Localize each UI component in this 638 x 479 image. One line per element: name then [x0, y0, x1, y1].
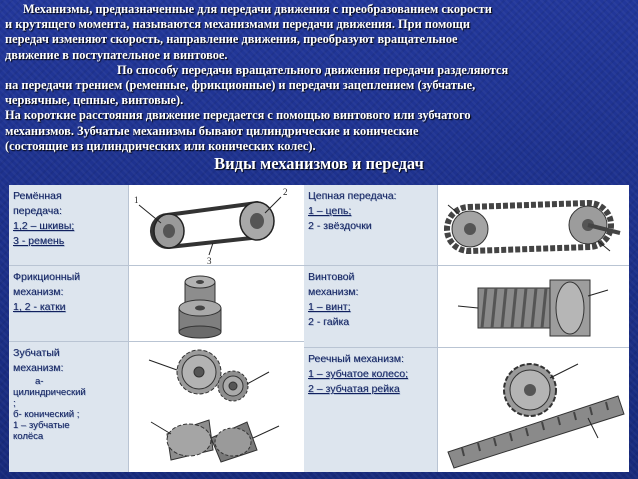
chain-drive-image — [437, 185, 629, 265]
label-line: цилиндрический — [13, 387, 86, 398]
friction-mechanism-label — [9, 266, 128, 341]
label-line: б- конический ; — [13, 409, 80, 420]
label-line: 1,2 – шкивы; — [13, 220, 75, 232]
label-line: 1 – зубчатые — [13, 420, 70, 431]
intro-line: (состоящие из цилиндрических или конических колес). — [5, 138, 316, 153]
label-line: Цепная передача: — [308, 190, 397, 202]
label-line: 1, 2 - катки — [13, 301, 66, 313]
svg-text:3: 3 — [207, 256, 212, 265]
intro-line: По способу передачи вращательного движения передачи разделяются — [117, 62, 509, 77]
label-line: передача: — [13, 205, 62, 217]
intro-line: червячные, цепные, винтовые). — [5, 93, 184, 108]
screw-mechanism-label — [304, 266, 437, 347]
label-line: 1 – цепь; — [308, 205, 352, 217]
belt-drive-image — [128, 185, 310, 265]
label-line: 1 – зубчатое колесо; — [308, 368, 409, 380]
label-line: 2 - звёздочки — [308, 220, 372, 232]
intro-line: Механизмы, предназначенные для передачи движения с преобразованием скорости — [23, 2, 492, 16]
rack-mechanism-label — [304, 348, 437, 472]
label-line: Фрикционный — [13, 271, 81, 283]
rack-mechanism-image — [437, 348, 629, 472]
intro-line: движение в поступательное и винтовое. — [5, 47, 228, 62]
label-line: 2 - гайка — [308, 316, 350, 328]
label-line: механизм: — [13, 286, 64, 298]
belt-drive-label — [9, 185, 128, 265]
label-line: колёса — [13, 431, 44, 442]
label-line: 2 – зубчатая рейка — [308, 383, 400, 395]
intro-line: на передачи трением (ременные, фрикционные) и передачи зацеплением (зубчатые, — [5, 78, 476, 93]
intro-line: передач изменяют скорость, направление движения, преобразуют вращательное — [5, 32, 458, 47]
label-line: Реечный механизм: — [308, 353, 404, 365]
left-table — [9, 185, 310, 472]
svg-text:1: 1 — [134, 195, 139, 205]
label-line: механизм: — [13, 362, 64, 374]
label-line: Зубчатый — [13, 347, 60, 359]
gear-mechanism-image — [128, 342, 310, 472]
intro-line: На короткие расстояния движение передается с помощью винтового или зубчатого — [5, 108, 471, 123]
right-table — [304, 185, 629, 472]
intro-text — [5, 2, 635, 154]
gear-mechanism-label — [9, 342, 128, 472]
label-line: а- — [35, 376, 44, 387]
label-line: 3 - ремень — [13, 235, 65, 247]
intro-line: и крутящего момента, называются механизмами передачи движения. При помощи — [5, 17, 470, 32]
svg-text:2: 2 — [283, 187, 288, 197]
chain-drive-label — [304, 185, 437, 265]
screw-mechanism-image — [437, 266, 629, 347]
friction-mechanism-image — [128, 266, 310, 341]
label-line: ; — [13, 398, 16, 409]
label-line: Винтовой — [308, 271, 355, 283]
label-line: механизм: — [308, 286, 359, 298]
label-line: 1 – винт; — [308, 301, 351, 313]
section-title: Виды механизмов и передач — [214, 154, 424, 173]
intro-line: механизмов. Зубчатые механизмы бывают цилиндрические и конические — [5, 123, 419, 138]
label-line: Ремённая — [13, 190, 62, 202]
